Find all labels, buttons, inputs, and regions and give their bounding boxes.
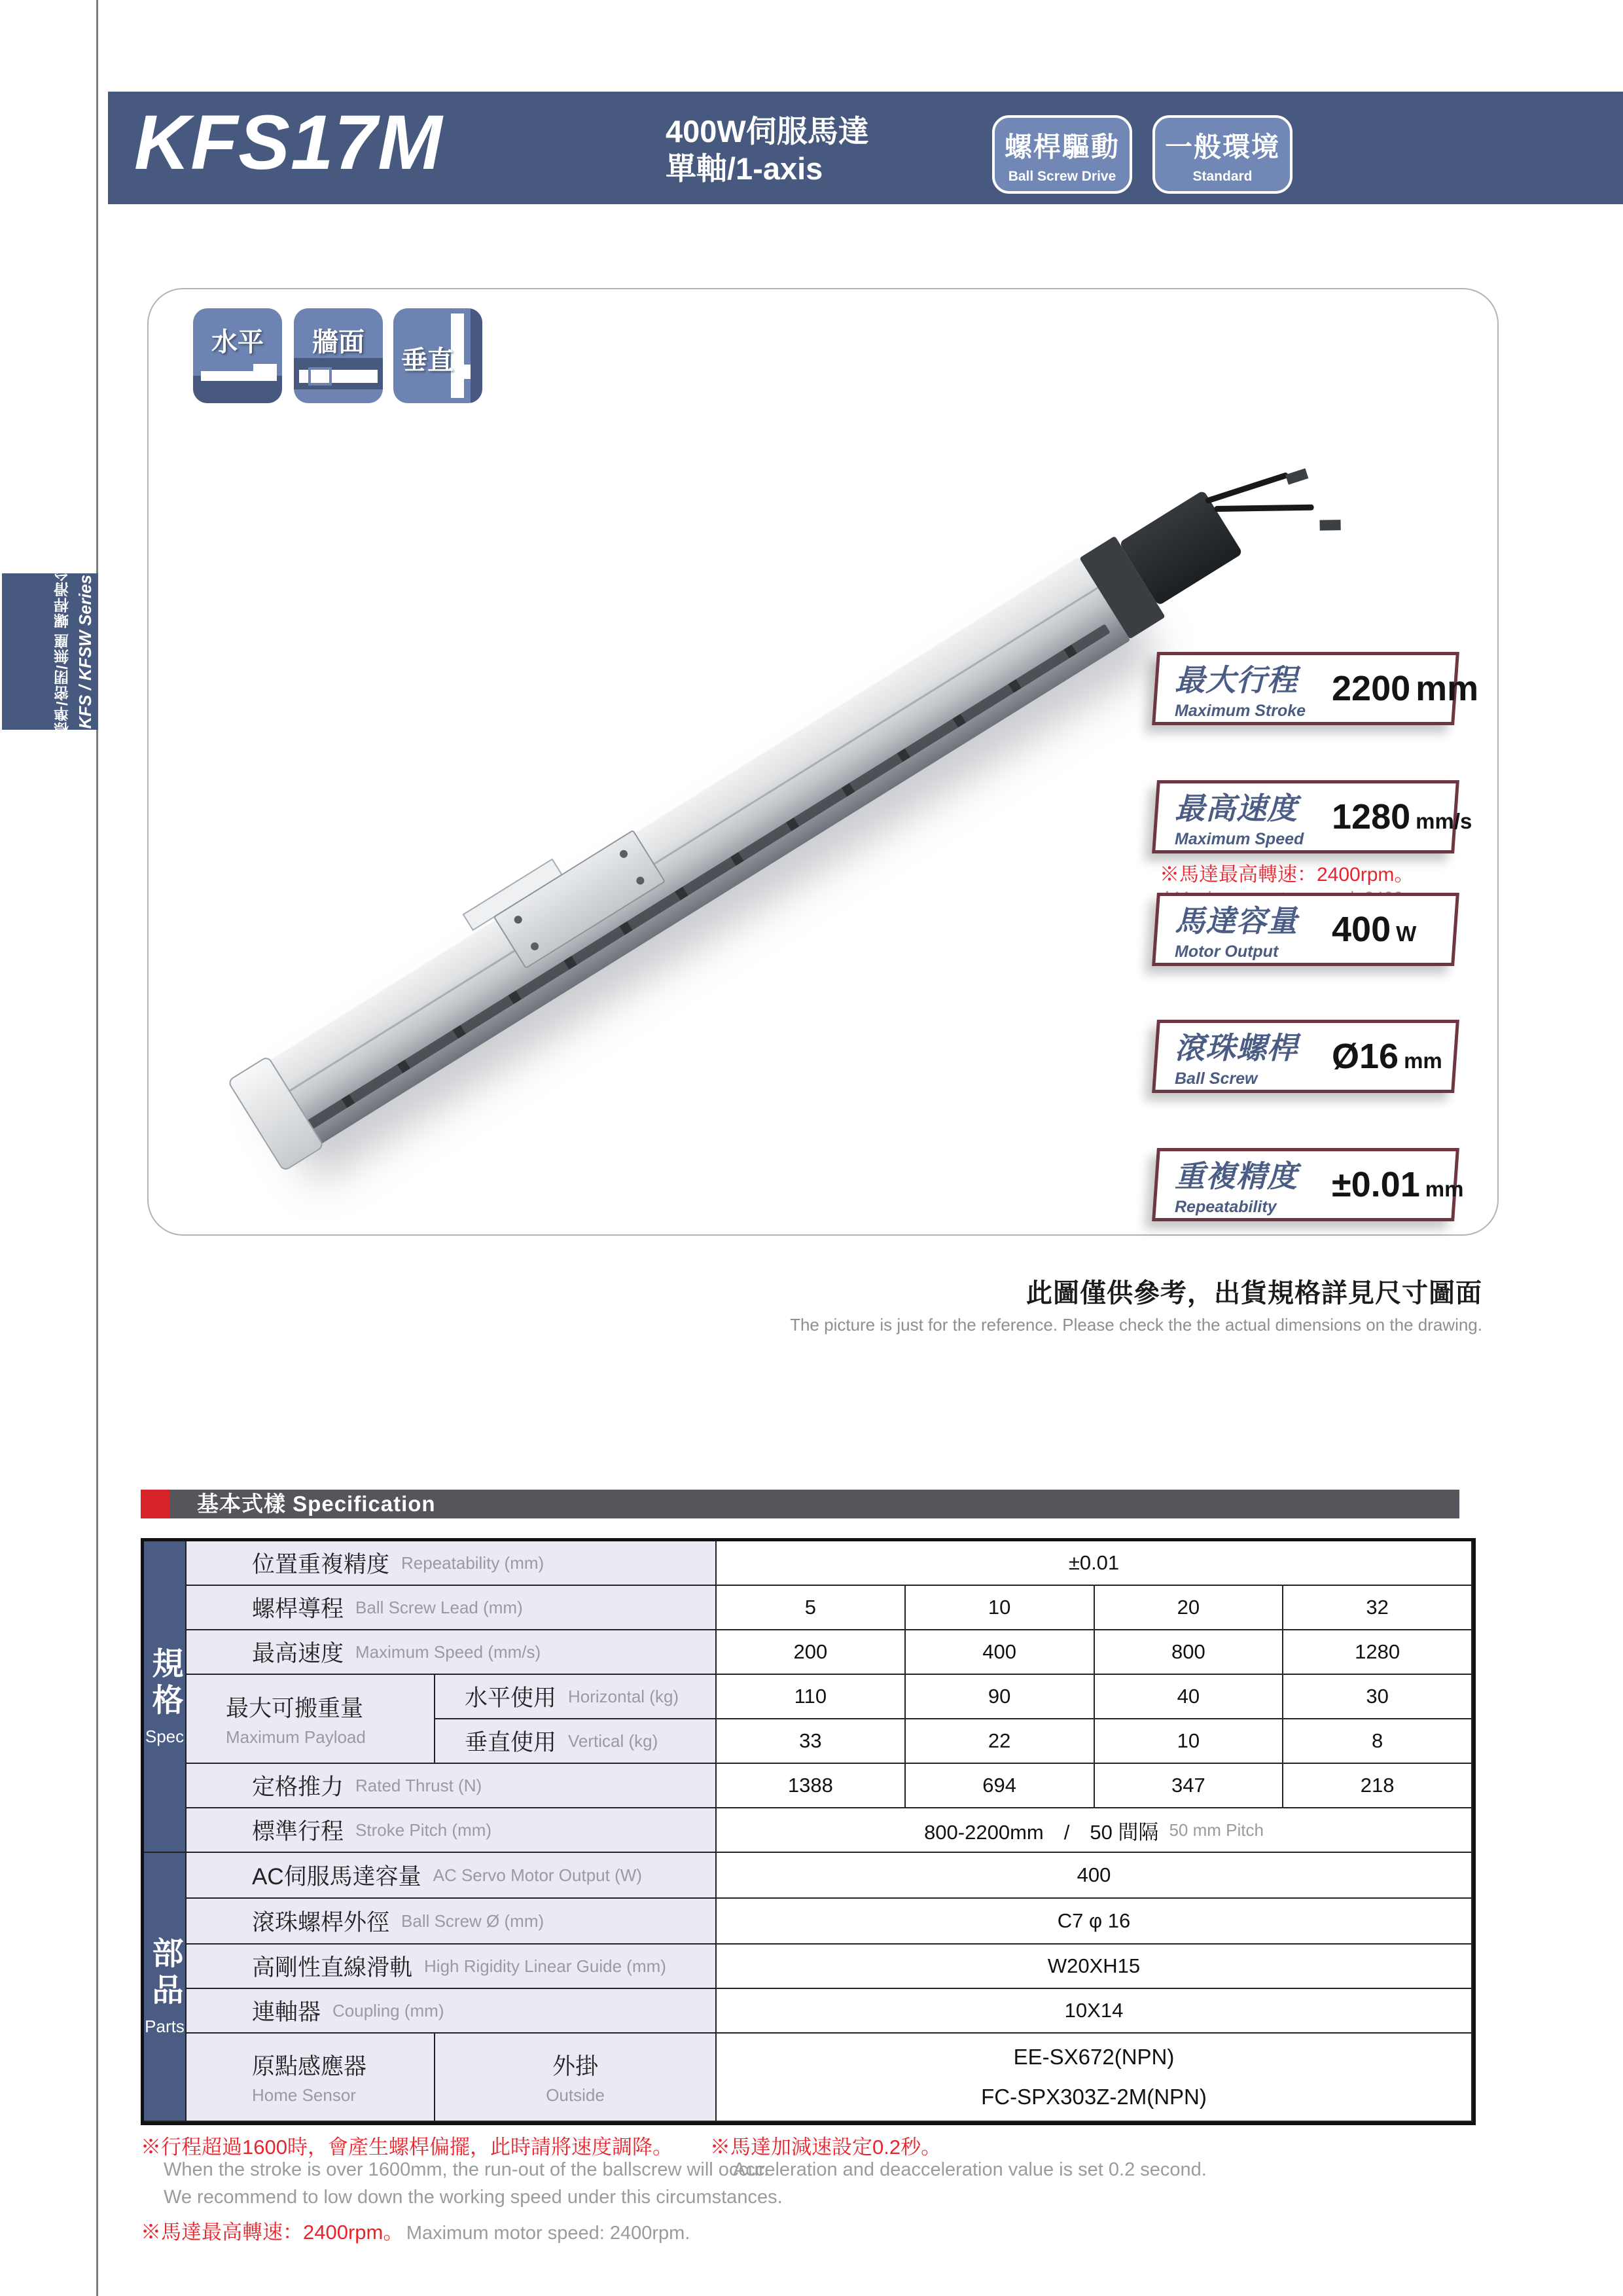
callout-unit: mm <box>1404 1049 1442 1073</box>
badge-zh: 螺桿驅動 <box>1004 132 1120 162</box>
icon-block <box>253 364 277 381</box>
callout-unit: W <box>1396 922 1417 946</box>
callout-title-en: Ball Screw <box>1175 1069 1258 1088</box>
callout-value: Ø16 <box>1332 1037 1399 1076</box>
value-horizontal-3: 40 <box>1095 1675 1284 1719</box>
value-thrust-3: 347 <box>1095 1764 1284 1808</box>
row-label-linear-guide: 高剛性直線滑軌 High Rigidity Linear Guide (mm) <box>187 1945 717 1989</box>
orientation-label: 水平 <box>211 328 264 357</box>
group-label-zh: 規格 <box>147 1646 182 1720</box>
badge-zh: 一般環境 <box>1164 132 1280 162</box>
callout-value: ±0.01 <box>1332 1165 1420 1204</box>
group-spec <box>144 1541 187 1853</box>
reference-note-zh: 此圖僅供參考，出貨規格詳見尺寸圖面 <box>1026 1279 1482 1308</box>
callout-title-en: Maximum Speed <box>1175 830 1304 848</box>
row-label-stroke-pitch: 標準行程 Stroke Pitch (mm) <box>187 1808 717 1853</box>
row-label-home-sensor: 原點感應器 Home Sensor <box>187 2034 435 2122</box>
value-stroke-pitch: 800-2200mm / 50 間隔 50 mm Pitch <box>717 1808 1472 1853</box>
footnote-stroke-warning-en1: When the stroke is over 1600mm, the run-out of the ballscrew will occur. <box>164 2159 770 2180</box>
specification-section-header <box>141 1490 1459 1518</box>
callout-title-en: Maximum Stroke <box>1175 702 1306 720</box>
badge-en: Ball Screw Drive <box>1008 169 1116 184</box>
callout-title-zh: 最大行程 <box>1175 663 1298 697</box>
value-speed-3: 800 <box>1095 1630 1284 1675</box>
row-label-sensor-outside: 外掛 Outside <box>435 2034 717 2122</box>
value-lead-4: 32 <box>1283 1586 1472 1630</box>
callout-motor-output <box>1152 893 1459 966</box>
group-label-en: Spec <box>145 1726 185 1746</box>
row-label-ball-screw-lead: 螺桿導程 Ball Screw Lead (mm) <box>187 1586 717 1630</box>
section-title: 基本式樣 Specification <box>197 1492 436 1516</box>
series-side-tab <box>2 565 98 738</box>
model-subtitle <box>666 113 869 188</box>
value-lead-2: 10 <box>906 1586 1095 1630</box>
left-margin-line <box>96 0 98 2296</box>
callout-maximum-speed <box>1152 780 1472 853</box>
row-label-max-speed: 最高速度 Maximum Speed (mm/s) <box>187 1630 717 1675</box>
callout-ball-screw <box>1152 1020 1459 1093</box>
callout-value: 2200 <box>1332 669 1411 708</box>
badge-en: Standard <box>1192 169 1253 184</box>
speed-footnote-zh: ※馬達最高轉速：2400rpm。 <box>1160 864 1414 886</box>
series-tab-en: KFS / KFSW Series <box>75 574 95 729</box>
group-parts <box>144 1853 187 2122</box>
value-repeatability: ±0.01 <box>717 1541 1472 1586</box>
value-thrust-2: 694 <box>906 1764 1095 1808</box>
footnote-acceleration-en: Acceleration and deacceleration value is set 0.2 second. <box>733 2159 1207 2180</box>
value-coupling: 10X14 <box>717 1989 1472 2034</box>
footnote-acceleration-zh: ※馬達加減速設定0.2秒。 <box>710 2136 942 2159</box>
value-home-sensor: EE-SX672(NPN) FC-SPX303Z-2M(NPN) <box>717 2034 1472 2122</box>
value-thrust-1: 1388 <box>717 1764 906 1808</box>
value-lead-3: 20 <box>1095 1586 1284 1630</box>
value-speed-4: 1280 <box>1283 1630 1472 1675</box>
callout-unit: mm/s <box>1416 809 1472 833</box>
callout-title-zh: 最高速度 <box>1175 791 1298 825</box>
reference-note-en: The picture is just for the reference. Please check the the actual dimensions on the drawing. <box>790 1315 1482 1335</box>
value-vertical-1: 33 <box>717 1719 906 1764</box>
badge-ball-screw-drive <box>992 115 1132 194</box>
callout-unit: mm <box>1416 669 1479 708</box>
group-label-en: Parts <box>145 2017 185 2036</box>
value-ac-servo-output: 400 <box>717 1853 1472 1899</box>
callout-value: 1280 <box>1332 797 1411 836</box>
callout-title-zh: 馬達容量 <box>1175 904 1298 938</box>
icon-rail <box>201 371 255 381</box>
motor-cable <box>1205 472 1289 504</box>
orientation-label: 垂直 <box>401 346 454 375</box>
subtitle-line1: 400W伺服馬達 <box>666 114 869 149</box>
value-vertical-4: 8 <box>1283 1719 1472 1764</box>
value-thrust-4: 218 <box>1283 1764 1472 1808</box>
orientation-label: 牆面 <box>312 328 365 357</box>
row-label-ac-servo-output: AC伺服馬達容量 AC Servo Motor Output (W) <box>187 1853 717 1899</box>
row-label-repeatability: 位置重複精度 Repeatability (mm) <box>187 1541 717 1586</box>
series-tab-zh: 標準/密閉/無塵 螺桿滑台 <box>54 565 71 738</box>
model-title: KFS17M <box>134 99 443 186</box>
row-label-horizontal: 水平使用 Horizontal (kg) <box>435 1675 717 1719</box>
callout-title-en: Repeatability <box>1175 1198 1277 1216</box>
specification-table <box>141 1538 1476 2125</box>
callout-title-zh: 重複精度 <box>1175 1159 1298 1193</box>
subtitle-line2: 單軸/1-axis <box>666 151 823 187</box>
row-label-ball-screw-dia: 滾珠螺桿外徑 Ball Screw Ø (mm) <box>187 1899 717 1945</box>
row-label-max-payload: 最大可搬重量 Maximum Payload <box>187 1675 435 1764</box>
callout-title-en: Motor Output <box>1175 942 1279 961</box>
footnote-stroke-warning-en2: We recommend to low down the working speed under this circumstances. <box>164 2187 783 2208</box>
value-horizontal-2: 90 <box>906 1675 1095 1719</box>
cable-connector <box>1319 520 1340 531</box>
value-speed-2: 400 <box>906 1630 1095 1675</box>
value-vertical-2: 22 <box>906 1719 1095 1764</box>
group-label-zh: 部品 <box>147 1937 182 2010</box>
footnote-stroke-warning-zh: ※行程超過1600時，會產生螺桿偏擺，此時請將速度調降。 <box>141 2136 673 2159</box>
orientation-horizontal-icon <box>193 308 282 403</box>
icon-block <box>308 367 332 386</box>
orientation-wall-icon <box>294 308 383 403</box>
footnote-motor-speed: ※馬達最高轉速：2400rpm。 Maximum motor speed: 2400rpm. <box>141 2221 690 2244</box>
value-horizontal-1: 110 <box>717 1675 906 1719</box>
callout-unit: mm <box>1425 1177 1464 1201</box>
badge-standard-environment <box>1152 115 1293 194</box>
row-label-coupling: 連軸器 Coupling (mm) <box>187 1989 717 2034</box>
callout-title-zh: 滾珠螺桿 <box>1175 1031 1298 1065</box>
reference-note <box>790 1272 1482 1335</box>
callout-maximum-stroke <box>1152 652 1479 725</box>
callout-repeatability <box>1152 1148 1464 1221</box>
value-ball-screw-dia: C7 φ 16 <box>717 1899 1472 1945</box>
value-speed-1: 200 <box>717 1630 906 1675</box>
orientation-vertical-icon <box>393 308 482 403</box>
callout-value: 400 <box>1332 910 1391 949</box>
cable-connector <box>1285 469 1308 485</box>
header-band <box>108 92 1623 204</box>
value-linear-guide: W20XH15 <box>717 1945 1472 1989</box>
row-label-rated-thrust: 定格推力 Rated Thrust (N) <box>187 1764 717 1808</box>
red-accent-square <box>141 1490 169 1518</box>
motor-cable <box>1215 505 1314 512</box>
row-label-vertical: 垂直使用 Vertical (kg) <box>435 1719 717 1764</box>
value-horizontal-4: 30 <box>1283 1675 1472 1719</box>
value-vertical-3: 10 <box>1095 1719 1284 1764</box>
value-lead-1: 5 <box>717 1586 906 1630</box>
